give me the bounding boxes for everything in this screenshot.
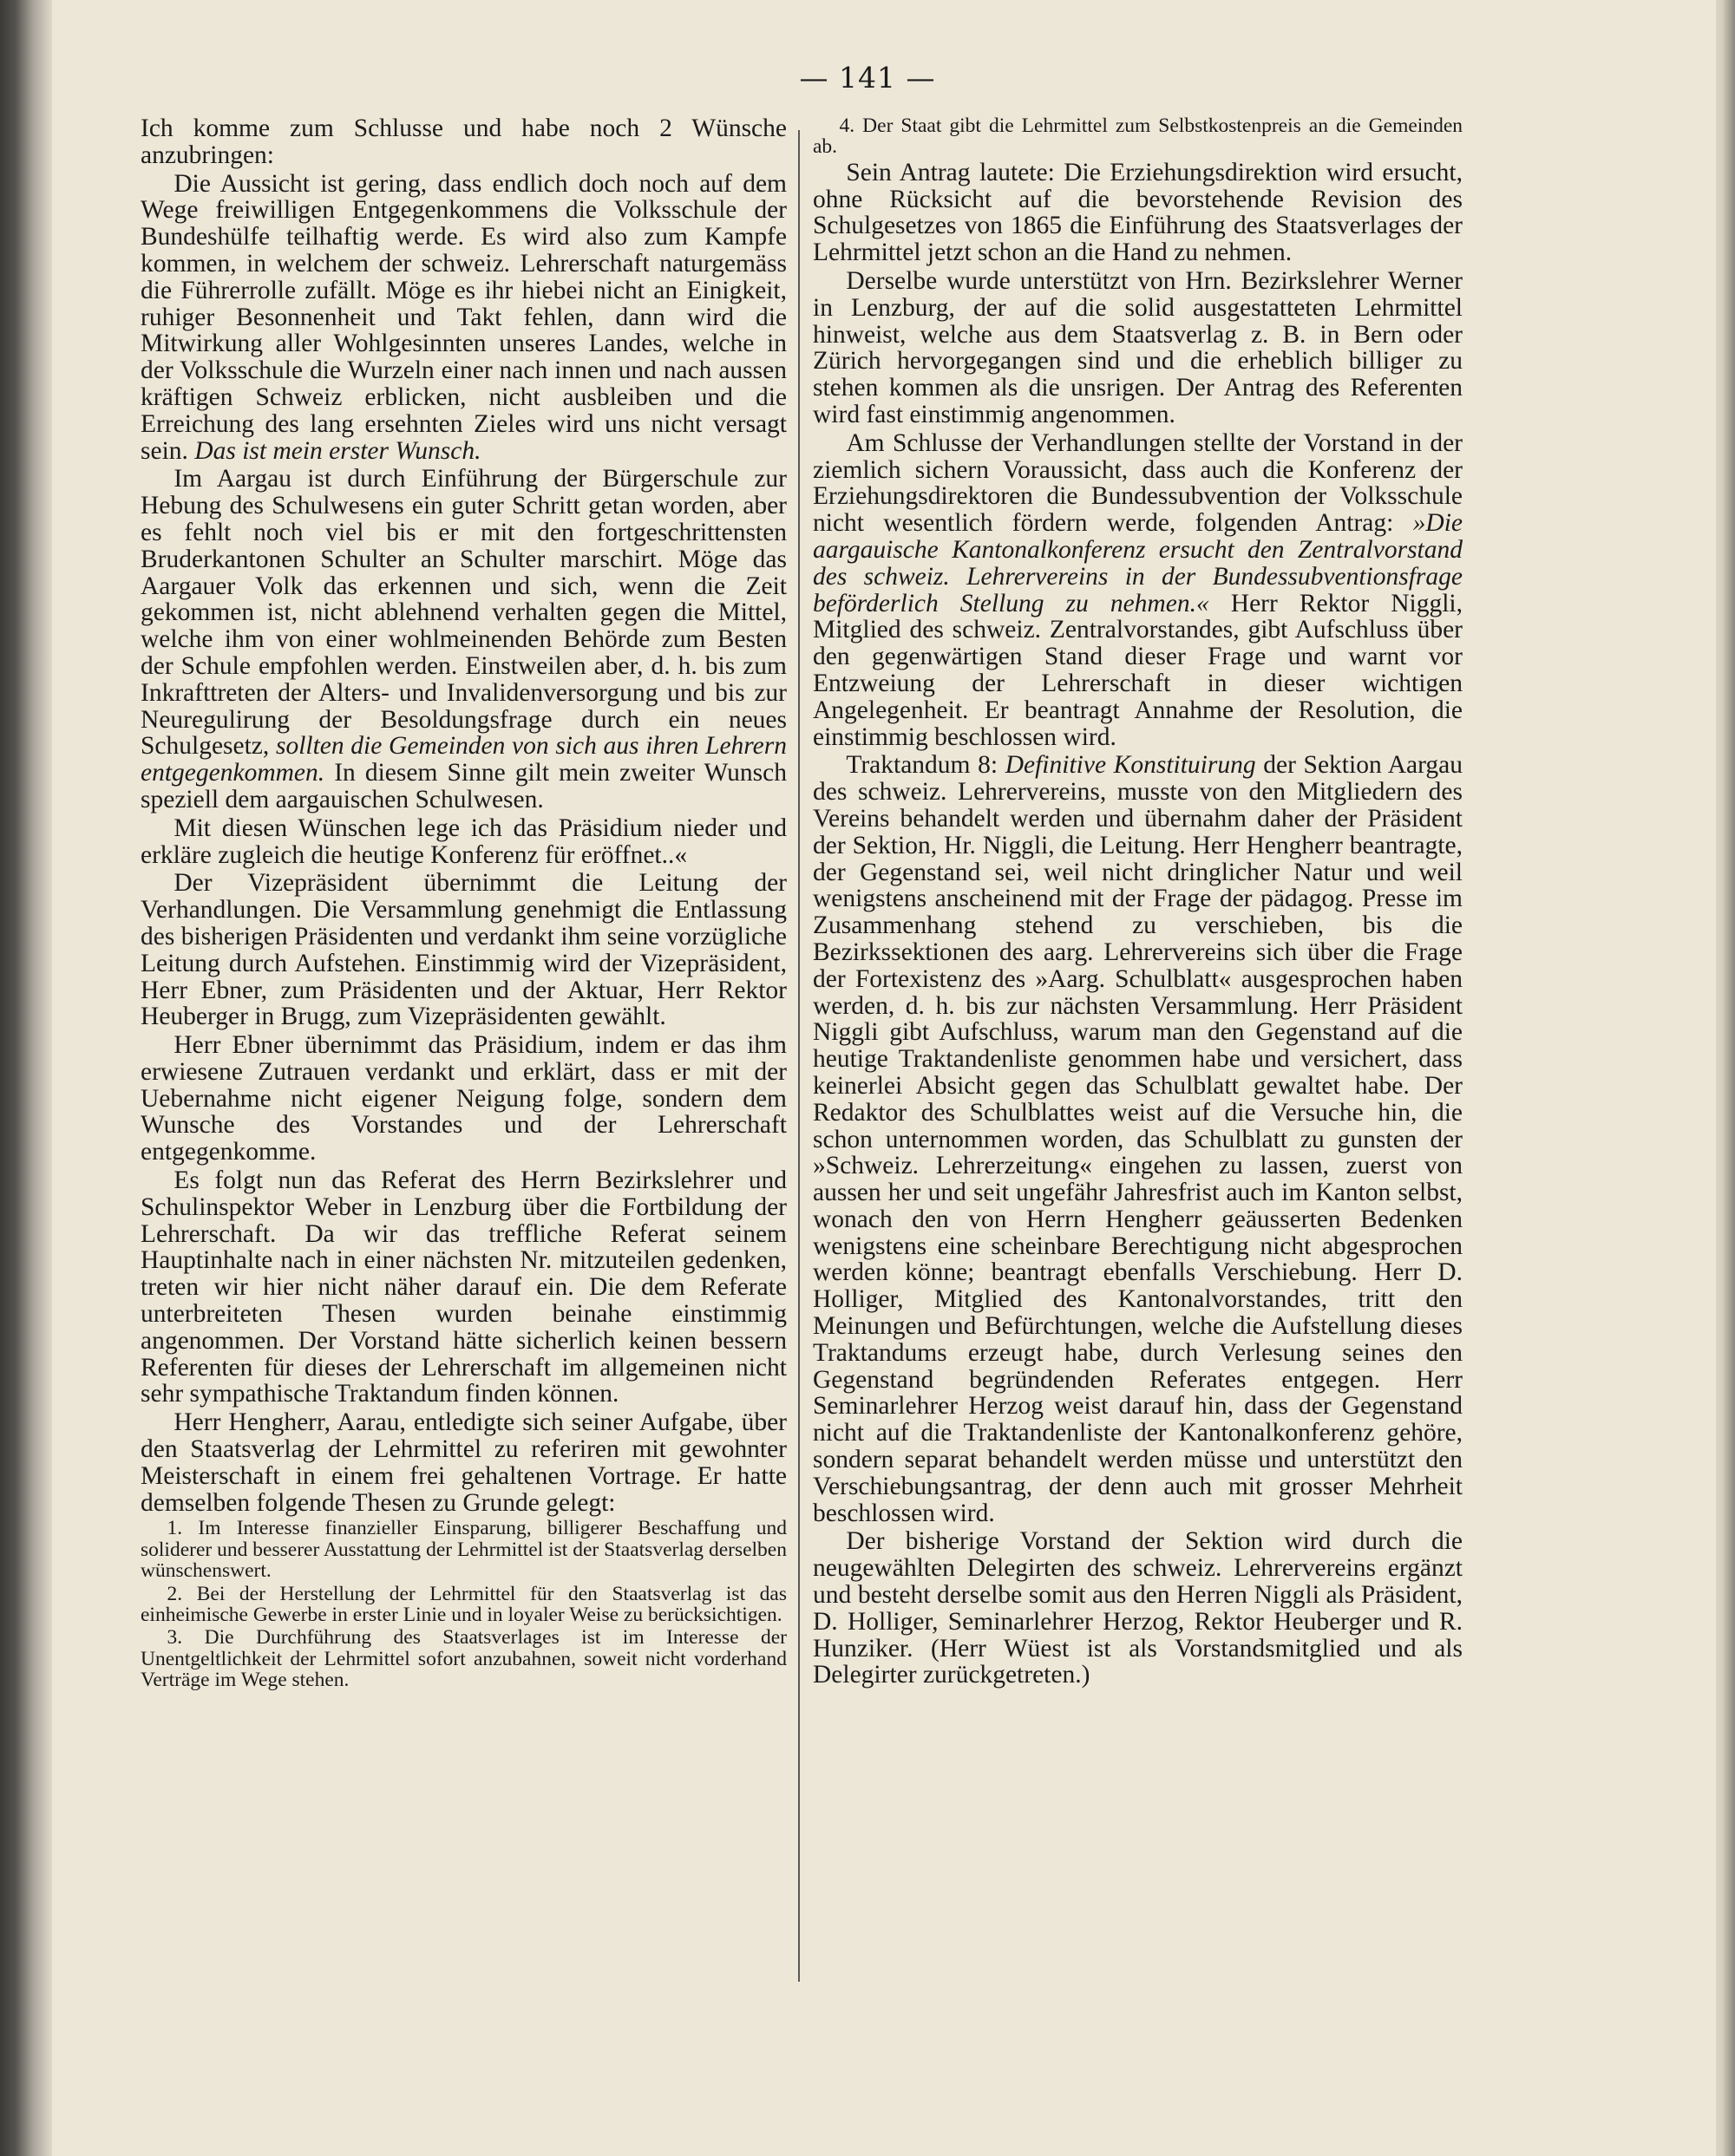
paragraph: Derselbe wurde unterstützt von Hrn. Bezirkslehrer Werner in Lenzburg, der auf die solid ausgestatteten Lehrmittel hinweist, welche aus dem Staatsverlag z. B. in Bern oder Zürich hervorgegangen sind und die erheblich billiger zu stehen kommen als die unsrigen. Der Antrag des Referenten wird fast einstimmig angenommen. [813, 267, 1463, 428]
paragraph: Der Vizepräsident übernimmt die Leitung der Verhandlungen. Die Versammlung genehmigt die Entlassung des bisherigen Präsidenten und verdankt ihm seine vorzügliche Leitung durch Aufstehen. Einstimmig wird der Vizepräsident, Herr Ebner, zum Präsidenten und der Aktuar, Herr Rektor Heuberger in Brugg, zum Vizepräsidenten gewählt. [141, 869, 787, 1031]
paragraph: Die Aussicht ist gering, dass endlich doch noch auf dem Wege freiwilligen Entgegenkommens die Volksschule der Bundeshülfe teilhaftig werde. Es wird also zum Kampfe kommen, in welchem der schweiz. Lehrerschaft naturgemäss die Führerrolle zufällt. Möge es ihr hiebei nicht an Einigkeit, ruhiger Besonnenheit und Takt fehlen, dann wird die Mitwirkung aller Wohlgesinnten unseres Landes, welche in der Volksschule die Wurzeln einer nach innen und nach aussen kräftigen Schweiz erblicken, nicht ausbleiben und die Erreichung des lang ersehnten Zieles wird uns nicht versagt sein. Das ist mein erster Wunsch. [141, 169, 787, 465]
column-divider [798, 130, 800, 1982]
thesis-item: 1. Im Interesse finanzieller Einsparung, billigerer Beschaffung und soliderer und besserer Ausstattung der Lehrmittel ist der Staatsverlag derselben wünschenswert. [141, 1517, 787, 1583]
paragraph: Im Aargau ist durch Einführung der Bürgerschule zur Hebung des Schulwesens ein guter Schritt getan worden, aber es fehlt noch viel bis er mit den fortgeschrittensten Bruderkantonen Schulter an Schulter marschirt. Möge das Aargauer Volk das erkennen und sich, wenn die Zeit gekommen ist, nicht ablehnend verhalten gegen die Mittel, welche ihm von einer wohlmeinenden Behörde zum Besten der Schule empfohlen werden. Einstweilen aber, d. h. bis zum Inkrafttreten der Alters- und Invalidenversorgung und bis zur Neuregulirung der Besoldungsfrage durch ein neues Schulgesetz, sollten die Gemeinden von sich aus ihren Lehrern entgegenkommen. In diesem Sinne gilt mein zweiter Wunsch speziell dem aargauischen Schulwesen. [141, 465, 788, 813]
thesis-item: 2. Bei der Herstellung der Lehrmittel für den Staatsverlag ist das einheimische Gewerbe in erster Linie und in loyaler Weise zu berücksichtigen. [141, 1582, 787, 1627]
thesis-item: 4. Der Staat gibt die Lehrmittel zum Selbstkostenpreis an die Gemeinden ab. [813, 114, 1463, 159]
left-column [141, 115, 787, 1691]
paragraph: Ich komme zum Schlusse und habe noch 2 Wünsche anzubringen: [141, 114, 787, 169]
paragraph: Traktandum 8: Definitive Konstituirung der Sektion Aargau des schweiz. Lehrervereins, musste von den Mitgliedern des Vereins behandelt werden und übernahm daher der Präsident der Sektion, Hr. Niggli, die Leitung. Herr Hengherr beantragte, der Gegenstand sei, weil nicht dringlicher Natur und weil wenigstens anscheinend mit der Frage der pädagog. Presse im Zusammenhang stehend zu verschieben, bis die Bezirkssektionen des aarg. Lehrervereins sich über die Frage der Fortexistenz des »Aarg. Schulblatt« ausgesprochen haben werden, d. h. bis zur nächsten Versammlung. Herr Präsident Niggli gibt Aufschluss, warum man den Gegenstand auf die heutige Traktandenliste genommen habe und versichert, dass keinerlei Absicht gegen das Schulblatt gewaltet habe. Der Redaktor des Schulblattes weist auf die Versuche hin, die schon unternommen worden, das Schulblatt zu gunsten der »Schweiz. Lehrerzeitung« eingehen zu lassen, zuerst von aussen her und seit ungefähr Jahresfrist auch im Kanton selbst, wonach den von Herrn Hengherr geäusserten Bedenken wenigstens eine scheinbare Berechtigung nicht abgesprochen werden könne; beantragt ebenfalls Verschiebung. Herr D. Holliger, Mitglied des Kantonalvorstandes, tritt den Meinungen und Befürchtungen, welche die Aufstellung dieses Traktandums erzeugt habe, durch Verlesung seines den Gegenstand begründenden Referates entgegen. Herr Seminarlehrer Herzog weist darauf hin, dass der Gegenstand nicht auf die Traktandenliste der Kantonalkonferenz gehöre, sondern separat behandelt werden müsse und unterstützt den Verschiebungsantrag, der denn auch mit grosser Mehrheit beschlossen wird. [813, 751, 1463, 1527]
paragraph: Herr Hengherr, Aarau, entledigte sich seiner Aufgabe, über den Staatsverlag der Lehrmittel zu referiren mit gewohnter Meisterschaft in einem frei gehaltenen Vortrage. Er hatte demselben folgende Thesen zu Grunde gelegt: [141, 1408, 787, 1517]
page-number: — 141 — [799, 61, 936, 95]
paragraph: Der bisherige Vorstand der Sektion wird durch die neugewählten Delegirten des schweiz. Lehrervereins ergänzt und besteht derselbe somit aus den Herren Niggli als Präsident, D. Holliger, Seminarlehrer Herzog, Rektor Heuberger und R. Hunziker. (Herr Wüest ist als Vorstandsmitglied und als Delegirter zurückgetreten.) [813, 1527, 1463, 1689]
paragraph: Mit diesen Wünschen lege ich das Präsidium nieder und erkläre zugleich die heutige Konferenz für eröffnet..« [141, 813, 787, 869]
right-column [813, 115, 1463, 1689]
paragraph: Es folgt nun das Referat des Herrn Bezirkslehrer und Schulinspektor Weber in Lenzburg über die Fortbildung der Lehrerschaft. Da wir das treffliche Referat seinem Hauptinhalte nach in einer nächsten Nr. mitzuteilen gedenken, treten wir hier nicht näher darauf ein. Die dem Referate unterbreiteten Thesen wurden beinahe einstimmig angenommen. Der Vorstand hätte sicherlich keinen bessern Referenten für dieses der Lehrerschaft im allgemeinen nicht sehr sympathische Traktandum finden können. [141, 1166, 787, 1408]
paragraph: Sein Antrag lautete: Die Erziehungsdirektion wird ersucht, ohne Rücksicht auf die bevorstehende Revision des Schulgesetzes von 1865 die Einführung des Staatsverlages der Lehrmittel jetzt schon an die Hand zu nehmen. [813, 158, 1463, 267]
paragraph: Herr Ebner übernimmt das Präsidium, indem er das ihm erwiesene Zutrauen verdankt und erklärt, dass er mit der Uebernahme nicht eigener Neigung folge, sondern dem Wunsche des Vorstandes und der Lehrerschaft entgegenkomme. [141, 1031, 787, 1166]
paragraph: Am Schlusse der Verhandlungen stellte der Vorstand in der ziemlich sichern Voraussicht, dass auch die Konferenz der Erziehungsdirektoren die Bundessubvention der Volksschule nicht wesentlich fördern werde, folgenden Antrag: »Die aargauische Kantonalkonferenz ersucht den Zentralvorstand des schweiz. Lehrervereins in der Bundessubventionsfrage beförderlich Stellung zu nehmen.« Herr Rektor Niggli, Mitglied des schweiz. Zentralvorstandes, gibt Aufschluss über den gegenwärtigen Stand dieser Frage und warnt vor Entzweiung der Lehrerschaft in dieser wichtigen Angelegenheit. Er beantragt Annahme der Resolution, die einstimmig beschlossen wird. [813, 428, 1463, 751]
thesis-item: 3. Die Durchführung des Staatsverlages ist im Interesse der Unentgeltlichkeit der Lehrmittel sofort anzubahnen, soweit nicht vorderhand Verträge im Wege stehen. [141, 1626, 787, 1692]
